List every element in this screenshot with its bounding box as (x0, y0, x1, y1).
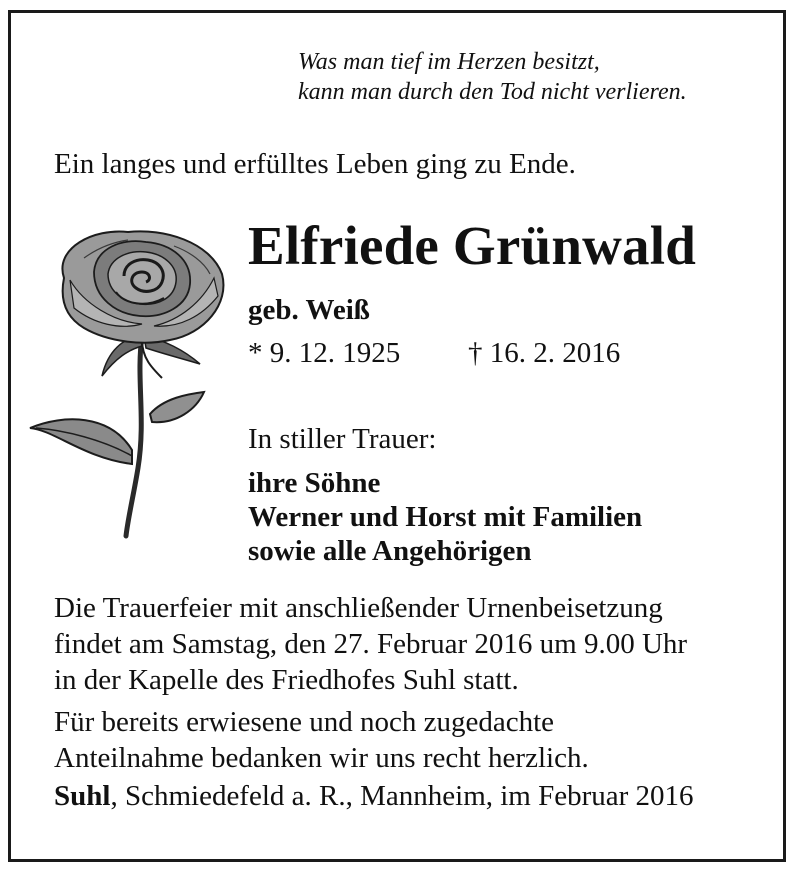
mourners-list (248, 466, 642, 568)
quote-line: Was man tief im Herzen besitzt, (298, 49, 600, 75)
birth-name: geb. Weiß (248, 294, 370, 326)
mourner-line: Werner und Horst mit Familien (248, 501, 643, 533)
funeral-line: in der Kapelle des Friedhofes Suhl statt. (54, 664, 519, 696)
memorial-quote (298, 47, 687, 107)
thanks-text (54, 704, 589, 776)
rose-icon (24, 218, 234, 544)
place-and-date (54, 782, 694, 811)
intro-text: Ein langes und erfülltes Leben ging zu Ende. (54, 148, 576, 180)
death-date: † 16. 2. 2016 (468, 337, 621, 369)
place-rest: , Schmiedefeld a. R., Mannheim, im Februar 2016 (110, 780, 694, 812)
mourner-line: sowie alle Angehörigen (248, 535, 532, 567)
thanks-line: Anteilnahme bedanken wir uns recht herzlich. (54, 742, 589, 774)
deceased-name: Elfriede Grünwald (248, 215, 696, 276)
place-bold: Suhl (54, 780, 111, 812)
mourning-label: In stiller Trauer: (248, 423, 437, 455)
birth-date: * 9. 12. 1925 (248, 337, 401, 369)
funeral-details (54, 590, 687, 698)
thanks-line: Für bereits erwiesene und noch zugedachte (54, 706, 555, 738)
funeral-line: Die Trauerfeier mit anschließender Urnenbeisetzung (54, 592, 663, 624)
mourner-line: ihre Söhne (248, 467, 381, 499)
funeral-line: findet am Samstag, den 27. Februar 2016 um 9.00 Uhr (54, 628, 688, 660)
quote-line: kann man durch den Tod nicht verlieren. (298, 79, 687, 105)
